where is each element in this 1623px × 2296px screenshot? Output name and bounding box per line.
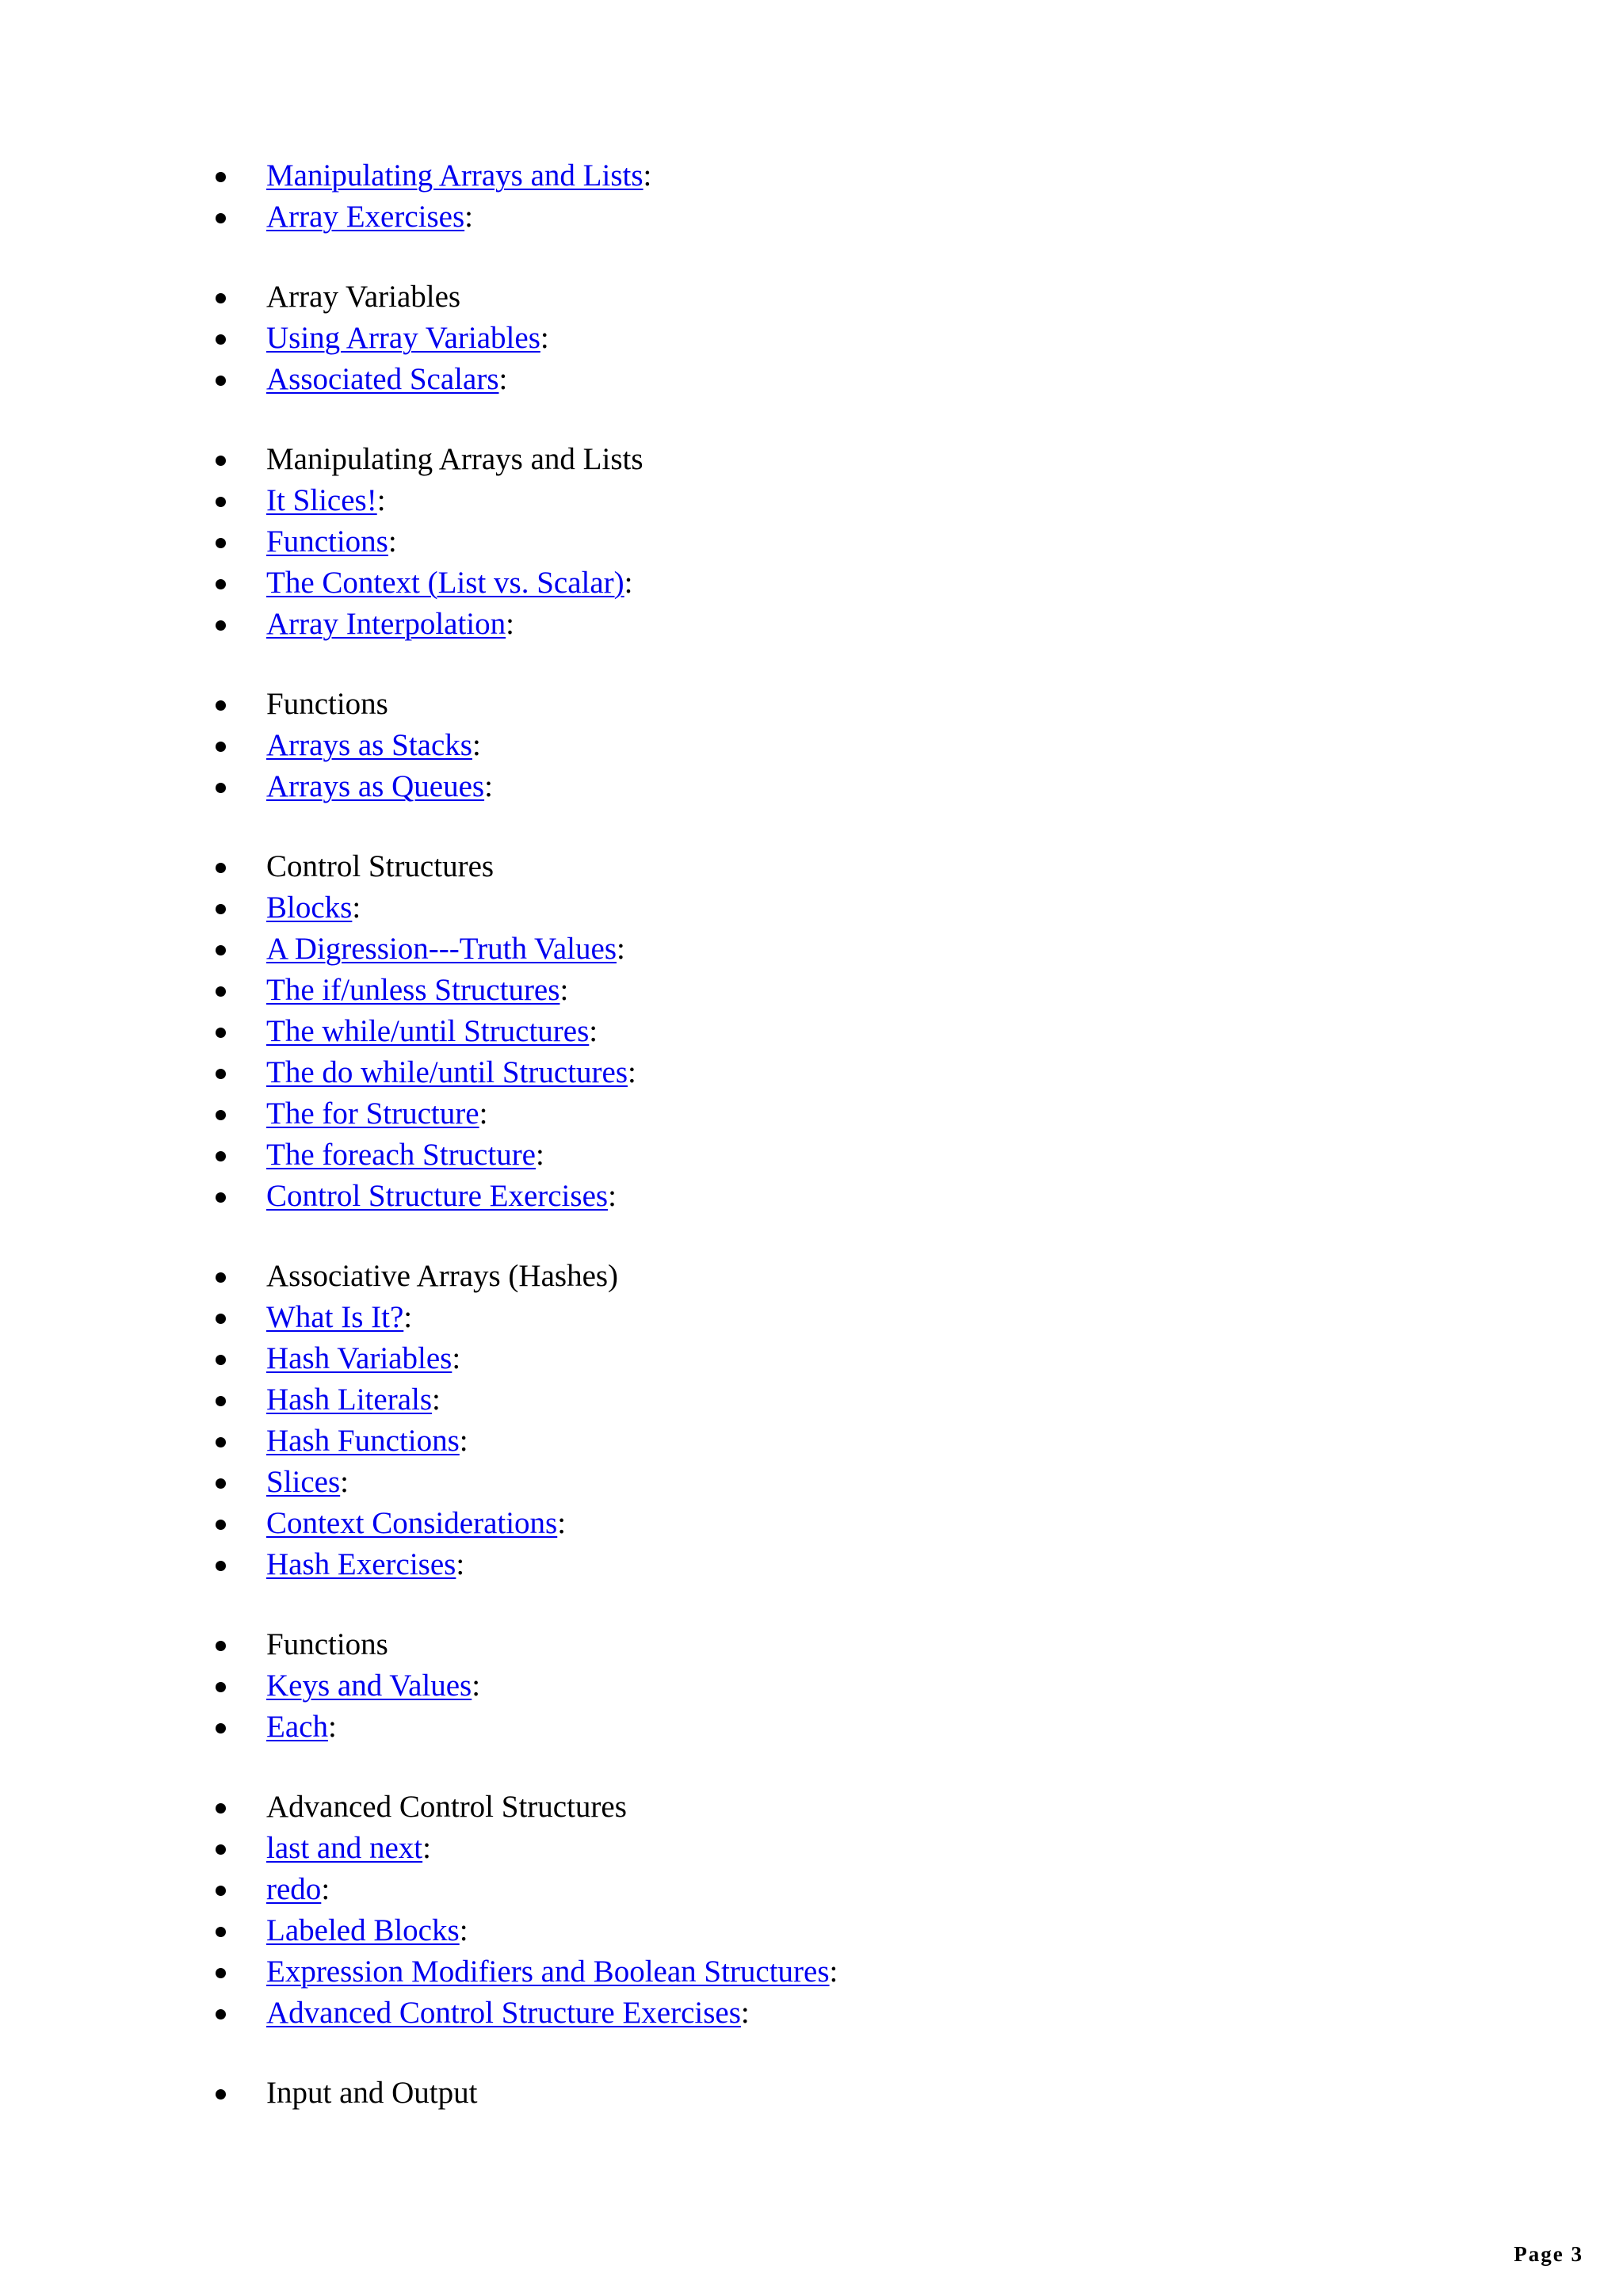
toc-link-redo[interactable]: redo: [266, 1872, 322, 1906]
toc-link-expression-modifiers-and-boolean-structures[interactable]: Expression Modifiers and Boolean Structures: [266, 1955, 830, 1989]
bullet-icon: [216, 742, 226, 752]
toc-entry: [0, 970, 1623, 1011]
toc-entry: [0, 1011, 1623, 1052]
bullet-icon: [216, 1028, 226, 1038]
bullet-icon: [216, 783, 226, 793]
bullet-icon: [216, 497, 226, 507]
bullet-icon: [216, 1069, 226, 1079]
toc-entry: [0, 1176, 1623, 1217]
bullet-icon: [216, 579, 226, 589]
toc-link-the-foreach-structure[interactable]: The foreach Structure: [266, 1138, 536, 1172]
toc-link-the-if-unless-structures[interactable]: The if/unless Structures: [266, 973, 560, 1007]
bullet-icon: [216, 334, 226, 345]
toc-colon: :: [498, 362, 508, 396]
toc-group: [0, 155, 1623, 238]
bullet-icon: [216, 1886, 226, 1896]
toc-heading-text: Manipulating Arrays and Lists: [266, 442, 643, 476]
bullet-icon: [216, 1314, 226, 1324]
toc-group: [0, 2073, 1623, 2114]
table-of-contents: [0, 155, 1623, 2153]
toc-colon: :: [484, 769, 493, 803]
bullet-icon: [216, 620, 226, 631]
bullet-icon: [216, 1682, 226, 1692]
toc-entry: [0, 1869, 1623, 1910]
toc-entry: [0, 1421, 1623, 1462]
toc-entry: [0, 604, 1623, 645]
toc-entry: [0, 1338, 1623, 1379]
bullet-icon: [216, 863, 226, 873]
toc-group: [0, 684, 1623, 807]
toc-heading-text: Functions: [266, 1627, 388, 1661]
toc-colon: :: [327, 1710, 337, 1744]
toc-link-associated-scalars[interactable]: Associated Scalars: [266, 362, 499, 396]
bullet-icon: [216, 2089, 226, 2100]
bullet-icon: [216, 293, 226, 303]
toc-entry: [0, 1379, 1623, 1421]
bullet-icon: [216, 1437, 226, 1447]
toc-colon: :: [472, 1669, 481, 1703]
toc-link-context-considerations[interactable]: Context Considerations: [266, 1506, 558, 1540]
toc-colon: :: [829, 1955, 838, 1989]
bullet-icon: [216, 213, 226, 223]
toc-group: [0, 1256, 1623, 1585]
toc-heading-text: Associative Arrays (Hashes): [266, 1259, 619, 1293]
toc-group: [0, 1787, 1623, 2034]
toc-colon: :: [422, 1831, 431, 1865]
toc-link-last-and-next[interactable]: last and next: [266, 1831, 423, 1865]
toc-link-what-is-it[interactable]: What Is It?: [266, 1300, 404, 1334]
bullet-icon: [216, 1968, 226, 1978]
toc-link-the-context-list-vs-scalar[interactable]: The Context (List vs. Scalar): [266, 566, 624, 600]
toc-colon: :: [464, 200, 473, 234]
bullet-icon: [216, 1927, 226, 1937]
toc-entry: [0, 563, 1623, 604]
toc-colon: :: [432, 1383, 441, 1417]
toc-entry: [0, 196, 1623, 238]
toc-entry: [0, 318, 1623, 359]
toc-heading: [0, 1624, 1623, 1665]
toc-group: [0, 1624, 1623, 1748]
toc-link-keys-and-values[interactable]: Keys and Values: [266, 1669, 472, 1703]
bullet-icon: [216, 1192, 226, 1203]
toc-colon: :: [559, 973, 569, 1007]
bullet-icon: [216, 904, 226, 914]
toc-group: [0, 277, 1623, 400]
toc-colon: :: [589, 1014, 598, 1048]
page-number: Page 3: [1514, 2242, 1583, 2266]
toc-link-labeled-blocks[interactable]: Labeled Blocks: [266, 1913, 460, 1947]
bullet-icon: [216, 945, 226, 955]
toc-heading: [0, 846, 1623, 887]
toc-entry: [0, 929, 1623, 970]
toc-heading-text: Control Structures: [266, 849, 495, 883]
toc-entry: [0, 480, 1623, 521]
toc-entry: [0, 1093, 1623, 1135]
toc-colon: :: [452, 1341, 461, 1375]
bullet-icon: [216, 1355, 226, 1365]
toc-entry: [0, 1951, 1623, 1993]
toc-link-arrays-as-stacks[interactable]: Arrays as Stacks: [266, 728, 472, 762]
bullet-icon: [216, 1803, 226, 1814]
toc-colon: :: [608, 1179, 617, 1213]
toc-link-manipulating-arrays-and-lists[interactable]: Manipulating Arrays and Lists: [266, 158, 643, 193]
toc-heading: [0, 2073, 1623, 2114]
toc-entry: [0, 1993, 1623, 2034]
bullet-icon: [216, 2009, 226, 2019]
toc-heading: [0, 1256, 1623, 1297]
toc-entry: [0, 1544, 1623, 1585]
toc-entry: [0, 359, 1623, 400]
toc-colon: :: [536, 1138, 544, 1172]
toc-heading-text: Array Variables: [266, 280, 461, 314]
toc-heading-text: Functions: [266, 687, 388, 721]
toc-colon: :: [376, 483, 386, 517]
bullet-icon: [216, 172, 226, 182]
bullet-icon: [216, 1396, 226, 1406]
toc-colon: :: [643, 158, 652, 193]
toc-entry: [0, 521, 1623, 563]
toc-entry: [0, 725, 1623, 766]
toc-heading-text: Advanced Control Structures: [266, 1790, 627, 1824]
toc-entry: [0, 766, 1623, 807]
toc-link-array-interpolation[interactable]: Array Interpolation: [266, 607, 506, 641]
toc-colon: :: [403, 1300, 413, 1334]
toc-entry: [0, 1828, 1623, 1869]
toc-colon: :: [628, 1055, 636, 1089]
toc-entry: [0, 1707, 1623, 1748]
toc-entry: [0, 1462, 1623, 1503]
toc-colon: :: [540, 321, 549, 355]
toc-entry: [0, 1665, 1623, 1707]
bullet-icon: [216, 376, 226, 386]
toc-colon: :: [624, 566, 633, 600]
bullet-icon: [216, 1561, 226, 1571]
bullet-icon: [216, 538, 226, 548]
toc-link-array-exercises[interactable]: Array Exercises: [266, 200, 465, 234]
toc-group: [0, 439, 1623, 645]
toc-link-hash-functions[interactable]: Hash Functions: [266, 1424, 460, 1458]
toc-link-hash-exercises[interactable]: Hash Exercises: [266, 1547, 456, 1581]
toc-colon: :: [456, 1547, 465, 1581]
bullet-icon: [216, 1478, 226, 1489]
toc-link-using-array-variables[interactable]: Using Array Variables: [266, 321, 540, 355]
toc-entry: [0, 887, 1623, 929]
toc-entry: [0, 1503, 1623, 1544]
toc-link-a-digression-truth-values[interactable]: A Digression---Truth Values: [266, 932, 617, 966]
toc-heading: [0, 277, 1623, 318]
toc-heading: [0, 439, 1623, 480]
toc-colon: :: [472, 728, 481, 762]
toc-colon: :: [388, 524, 397, 559]
bullet-icon: [216, 1844, 226, 1855]
toc-link-hash-literals[interactable]: Hash Literals: [266, 1383, 433, 1417]
bullet-icon: [216, 1151, 226, 1161]
toc-link-the-for-structure[interactable]: The for Structure: [266, 1097, 479, 1131]
bullet-icon: [216, 700, 226, 711]
toc-entry: [0, 1052, 1623, 1093]
bullet-icon: [216, 986, 226, 997]
toc-link-slices[interactable]: Slices: [266, 1465, 341, 1499]
bullet-icon: [216, 1641, 226, 1651]
toc-colon: :: [740, 1996, 750, 2030]
toc-colon: :: [340, 1465, 349, 1499]
toc-link-each[interactable]: Each: [266, 1710, 328, 1744]
bullet-icon: [216, 456, 226, 466]
toc-link-blocks[interactable]: Blocks: [266, 891, 353, 925]
toc-group: [0, 846, 1623, 1217]
toc-link-control-structure-exercises[interactable]: Control Structure Exercises: [266, 1179, 609, 1213]
toc-colon: :: [506, 607, 514, 641]
toc-colon: :: [617, 932, 625, 966]
bullet-icon: [216, 1110, 226, 1120]
toc-entry: [0, 1910, 1623, 1951]
toc-colon: :: [352, 891, 361, 925]
toc-heading: [0, 1787, 1623, 1828]
toc-link-advanced-control-structure-exercises[interactable]: Advanced Control Structure Exercises: [266, 1996, 741, 2030]
toc-heading-text: Input and Output: [266, 2076, 478, 2110]
toc-colon: :: [479, 1097, 488, 1131]
toc-colon: :: [321, 1872, 330, 1906]
toc-link-arrays-as-queues[interactable]: Arrays as Queues: [266, 769, 485, 803]
toc-colon: :: [459, 1424, 468, 1458]
toc-link-functions[interactable]: Functions: [266, 524, 388, 559]
toc-entry: [0, 155, 1623, 196]
toc-colon: :: [459, 1913, 468, 1947]
toc-colon: :: [557, 1506, 567, 1540]
bullet-icon: [216, 1272, 226, 1283]
toc-heading: [0, 684, 1623, 725]
toc-link-it-slices[interactable]: It Slices!: [266, 483, 377, 517]
toc-link-hash-variables[interactable]: Hash Variables: [266, 1341, 453, 1375]
toc-link-the-do-while-until-structures[interactable]: The do while/until Structures: [266, 1055, 628, 1089]
toc-entry: [0, 1135, 1623, 1176]
bullet-icon: [216, 1723, 226, 1733]
toc-link-the-while-until-structures[interactable]: The while/until Structures: [266, 1014, 590, 1048]
bullet-icon: [216, 1520, 226, 1530]
toc-entry: [0, 1297, 1623, 1338]
